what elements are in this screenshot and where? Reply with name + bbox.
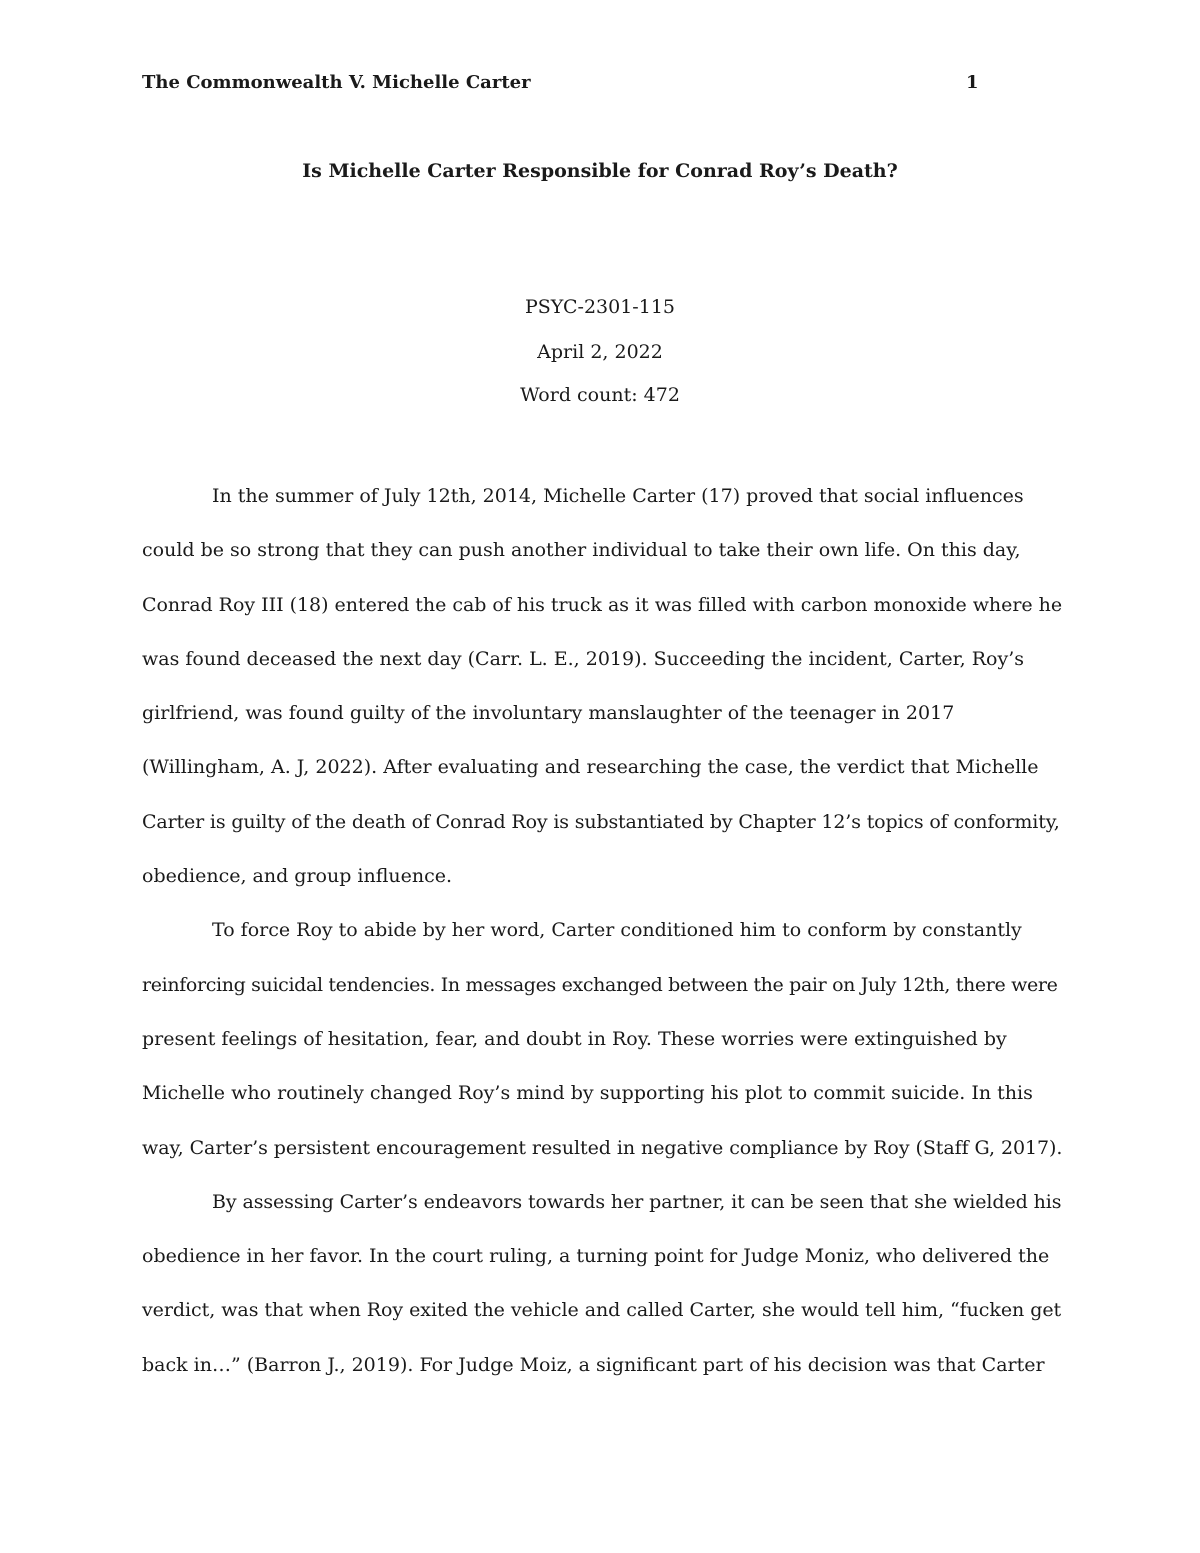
body-line: present feelings of hesitation, fear, and doubt in Roy. These worries were extinguished by: [142, 1027, 1007, 1050]
course-code: PSYC-2301-115: [524, 296, 675, 318]
body-line: Michelle who routinely changed Roy’s mind by supporting his plot to commit suicide. In this: [142, 1082, 1033, 1105]
body-line: Carter is guilty of the death of Conrad Roy is substantiated by Chapter 12’s topics of conformity,: [142, 810, 1060, 833]
word-count: Word count: 472: [520, 384, 680, 406]
body-line: obedience in her favor. In the court ruling, a turning point for Judge Moniz, who delivered the: [142, 1245, 1050, 1268]
body-line: reinforcing suicidal tendencies. In messages exchanged between the pair on July 12th, there were: [142, 973, 1058, 996]
body-line: was found deceased the next day (Carr. L. E., 2019). Succeeding the incident, Carter, Roy’s: [142, 647, 1025, 670]
body-line: verdict, was that when Roy exited the vehicle and called Carter, she would tell him, “fucken get: [142, 1299, 1062, 1322]
body-line: obedience, and group influence.: [142, 865, 453, 888]
body-line: In the summer of July 12th, 2014, Michelle Carter (17) proved that social influences: [212, 485, 1024, 507]
body-line: To force Roy to abide by her word, Carter conditioned him to conform by constantly: [212, 919, 1022, 942]
body-line: (Willingham, A. J, 2022). After evaluating and researching the case, the verdict that Michelle: [142, 756, 1039, 779]
paper-title: Is Michelle Carter Responsible for Conrad Roy’s Death?: [302, 160, 898, 182]
running-head: The Commonwealth V. Michelle Carter: [142, 72, 531, 93]
body-line: way, Carter’s persistent encouragement resulted in negative compliance by Roy (Staff G, 2017).: [142, 1136, 1063, 1159]
page-number: 1: [966, 72, 979, 93]
body-text: [142, 469, 1062, 1392]
submission-date: April 2, 2022: [537, 341, 663, 363]
body-line: girlfriend, was found guilty of the involuntary manslaughter of the teenager in 2017: [142, 702, 955, 725]
body-line: By assessing Carter’s endeavors towards her partner, it can be seen that she wielded his: [212, 1190, 1062, 1213]
body-line: back in…” (Barron J., 2019). For Judge Moiz, a significant part of his decision was that Carter: [142, 1353, 1045, 1376]
body-line: Conrad Roy III (18) entered the cab of his truck as it was filled with carbon monoxide where he: [142, 593, 1063, 616]
body-line: could be so strong that they can push another individual to take their own life. On this day,: [142, 539, 1021, 562]
